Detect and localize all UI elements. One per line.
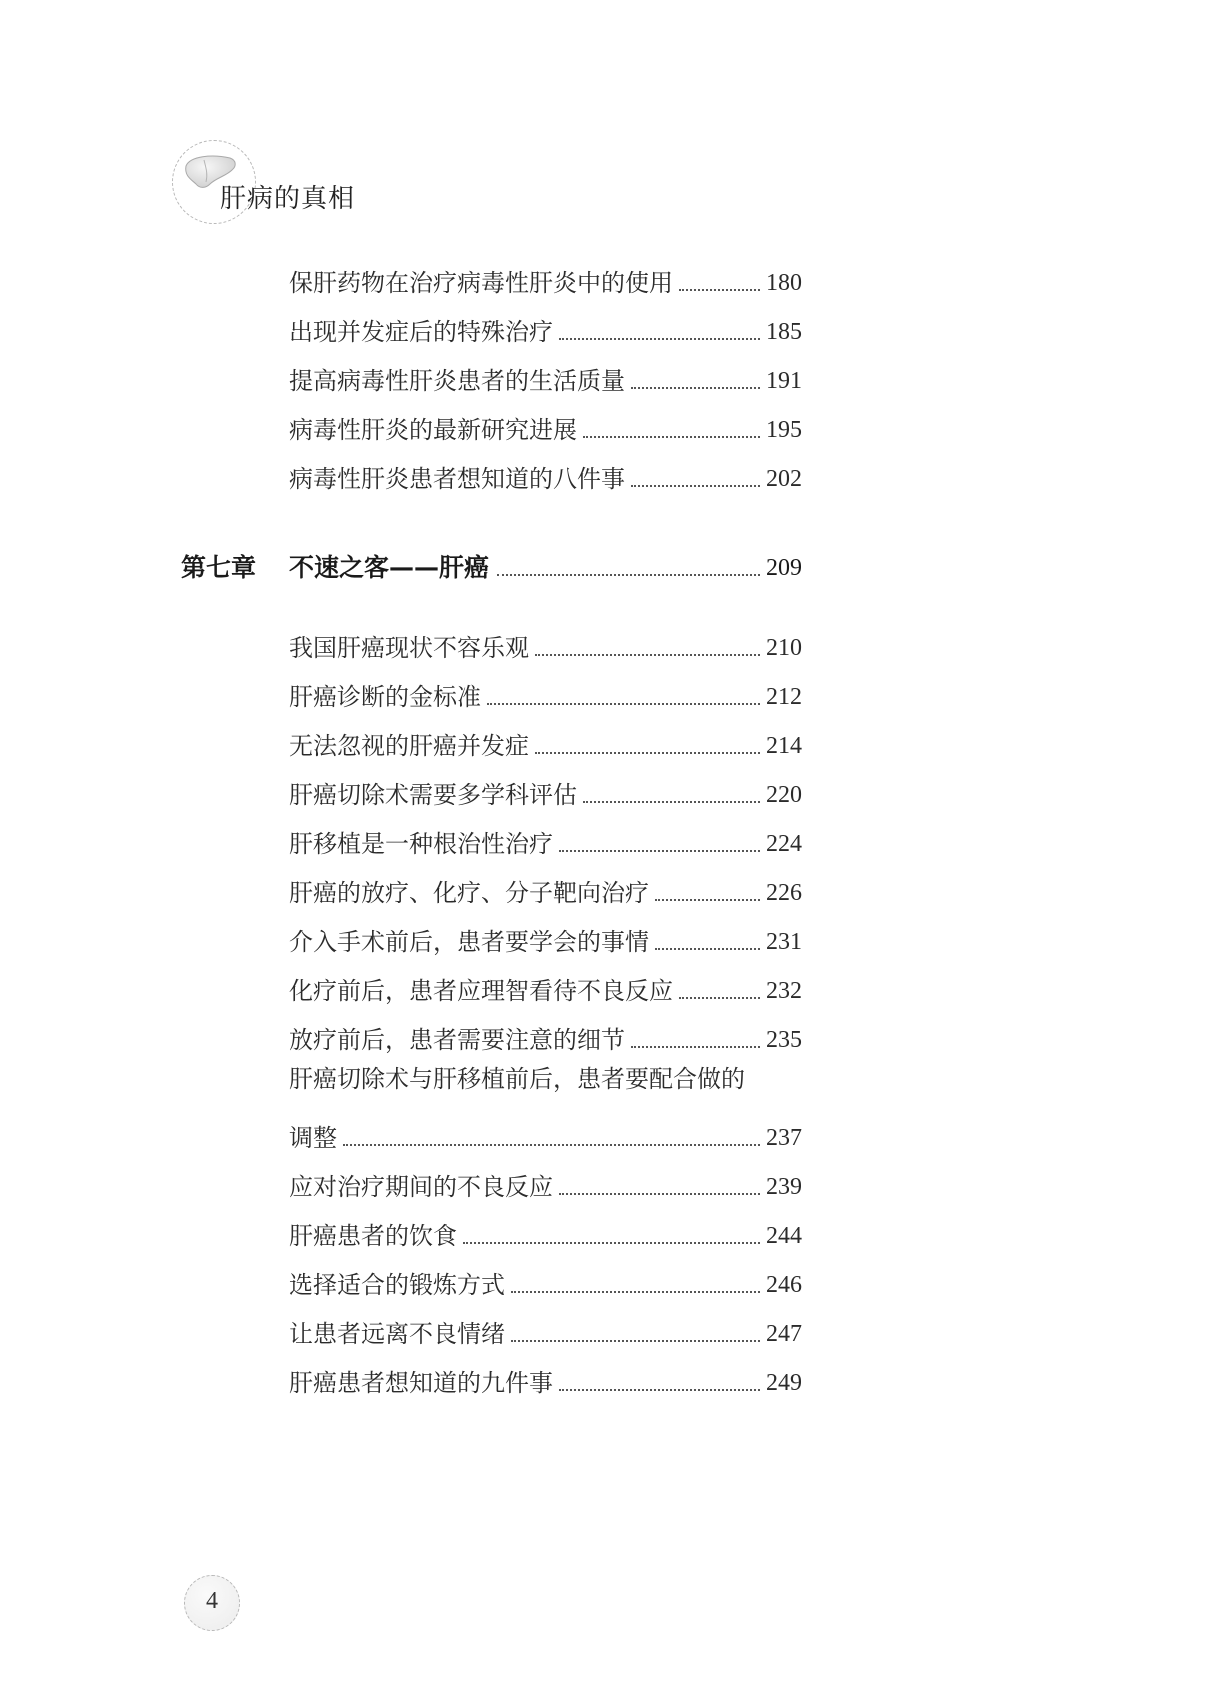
toc-entry-title: 我国肝癌现状不容乐观 (289, 634, 529, 662)
toc-entry-title: 化疗前后，患者应理智看待不良反应 (289, 977, 673, 1005)
toc-entry-title: 放疗前后，患者需要注意的细节 (289, 1026, 625, 1054)
dot-leader (559, 1193, 760, 1195)
toc-entry-page: 235 (766, 1027, 802, 1053)
toc-entry-page: 246 (766, 1272, 802, 1298)
toc-entry-page: 214 (766, 733, 802, 759)
book-title: 肝病的真相 (220, 184, 356, 214)
toc-entry-title: 让患者远离不良情绪 (289, 1320, 505, 1348)
toc-entry[interactable] (289, 1162, 802, 1202)
toc-entry[interactable] (289, 819, 802, 859)
toc-entry-title: 病毒性肝炎的最新研究进展 (289, 416, 577, 444)
running-header (172, 140, 472, 230)
toc-entry-page: 220 (766, 782, 802, 808)
toc-entry[interactable] (289, 770, 802, 810)
toc-entry[interactable] (289, 1015, 802, 1055)
dot-leader (497, 574, 760, 576)
toc-entry-page: 202 (766, 466, 802, 492)
toc-entry[interactable] (289, 1309, 802, 1349)
dot-leader (535, 752, 760, 754)
dot-leader (559, 338, 760, 340)
toc-entry-page: 226 (766, 880, 802, 906)
chapter-number: 第七章 (181, 553, 257, 582)
dot-leader (655, 948, 760, 950)
page-number: 4 (206, 1588, 218, 1614)
toc-entry-page: 185 (766, 319, 802, 345)
dot-leader (511, 1340, 760, 1342)
toc-entry-page: 232 (766, 978, 802, 1004)
dot-leader (679, 289, 760, 291)
dot-leader (583, 801, 760, 803)
toc-entry-title: 应对治疗期间的不良反应 (289, 1173, 553, 1201)
dot-leader (631, 485, 760, 487)
toc-entry[interactable] (289, 1358, 802, 1398)
chapter-title: 不速之客——肝癌 (289, 553, 490, 582)
toc-entry-page: 180 (766, 270, 802, 296)
dot-leader (559, 1389, 760, 1391)
toc-entry[interactable] (289, 721, 802, 761)
toc-entry-title: 介入手术前后，患者要学会的事情 (289, 928, 649, 956)
toc-entry-title: 肝癌患者的饮食 (289, 1222, 457, 1250)
toc-entry-page: 212 (766, 684, 802, 710)
toc-entry-title: 肝癌的放疗、化疗、分子靶向治疗 (289, 879, 649, 907)
toc-entry[interactable] (289, 454, 802, 494)
dot-leader (535, 654, 760, 656)
toc-entry[interactable] (289, 258, 802, 298)
toc-entry-page: 231 (766, 929, 802, 955)
toc-entry[interactable] (289, 405, 802, 445)
toc-entry[interactable] (289, 307, 802, 347)
toc-entry-page: 191 (766, 368, 802, 394)
dot-leader (487, 703, 760, 705)
toc-entry[interactable] (289, 917, 802, 957)
toc-chapter-heading[interactable] (181, 542, 802, 584)
toc-entry-page: 244 (766, 1223, 802, 1249)
dot-leader (631, 387, 760, 389)
toc-entry-wrapped-line1[interactable]: 肝癌切除术与肝移植前后，患者要配合做的 (289, 1065, 745, 1093)
toc-entry-title: 保肝药物在治疗病毒性肝炎中的使用 (289, 269, 673, 297)
dot-leader (343, 1144, 760, 1146)
toc-entry-title: 肝癌患者想知道的九件事 (289, 1369, 553, 1397)
toc-entry-page: 247 (766, 1321, 802, 1347)
toc-entry[interactable] (289, 966, 802, 1006)
toc-entry-wrapped-line2[interactable] (289, 1113, 802, 1153)
toc-entry-page: 239 (766, 1174, 802, 1200)
toc-entry[interactable] (289, 672, 802, 712)
dot-leader (679, 997, 760, 999)
toc-entry-title: 肝癌诊断的金标准 (289, 683, 481, 711)
toc-entry-title: 调整 (289, 1124, 337, 1152)
dot-leader (583, 436, 760, 438)
toc-entry[interactable] (289, 868, 802, 908)
toc-entry-title: 无法忽视的肝癌并发症 (289, 732, 529, 760)
toc-entry-title: 肝移植是一种根治性治疗 (289, 830, 553, 858)
toc-entry-page: 237 (766, 1125, 802, 1151)
toc-entry-page: 195 (766, 417, 802, 443)
toc-entry-title: 病毒性肝炎患者想知道的八件事 (289, 465, 625, 493)
toc-entry-title: 肝癌切除术需要多学科评估 (289, 781, 577, 809)
toc-entry[interactable] (289, 1211, 802, 1251)
dot-leader (655, 899, 760, 901)
dot-leader (631, 1046, 760, 1048)
toc-entry-page: 249 (766, 1370, 802, 1396)
toc-entry-title: 选择适合的锻炼方式 (289, 1271, 505, 1299)
toc-entry-page: 210 (766, 635, 802, 661)
toc-entry-title: 提高病毒性肝炎患者的生活质量 (289, 367, 625, 395)
toc-entry[interactable] (289, 1260, 802, 1300)
toc-entry[interactable] (289, 623, 802, 663)
chapter-page: 209 (766, 555, 802, 581)
dot-leader (463, 1242, 760, 1244)
toc-entry-title: 出现并发症后的特殊治疗 (289, 318, 553, 346)
toc-entry[interactable] (289, 356, 802, 396)
toc-entry-page: 224 (766, 831, 802, 857)
dot-leader (511, 1291, 760, 1293)
dot-leader (559, 850, 760, 852)
